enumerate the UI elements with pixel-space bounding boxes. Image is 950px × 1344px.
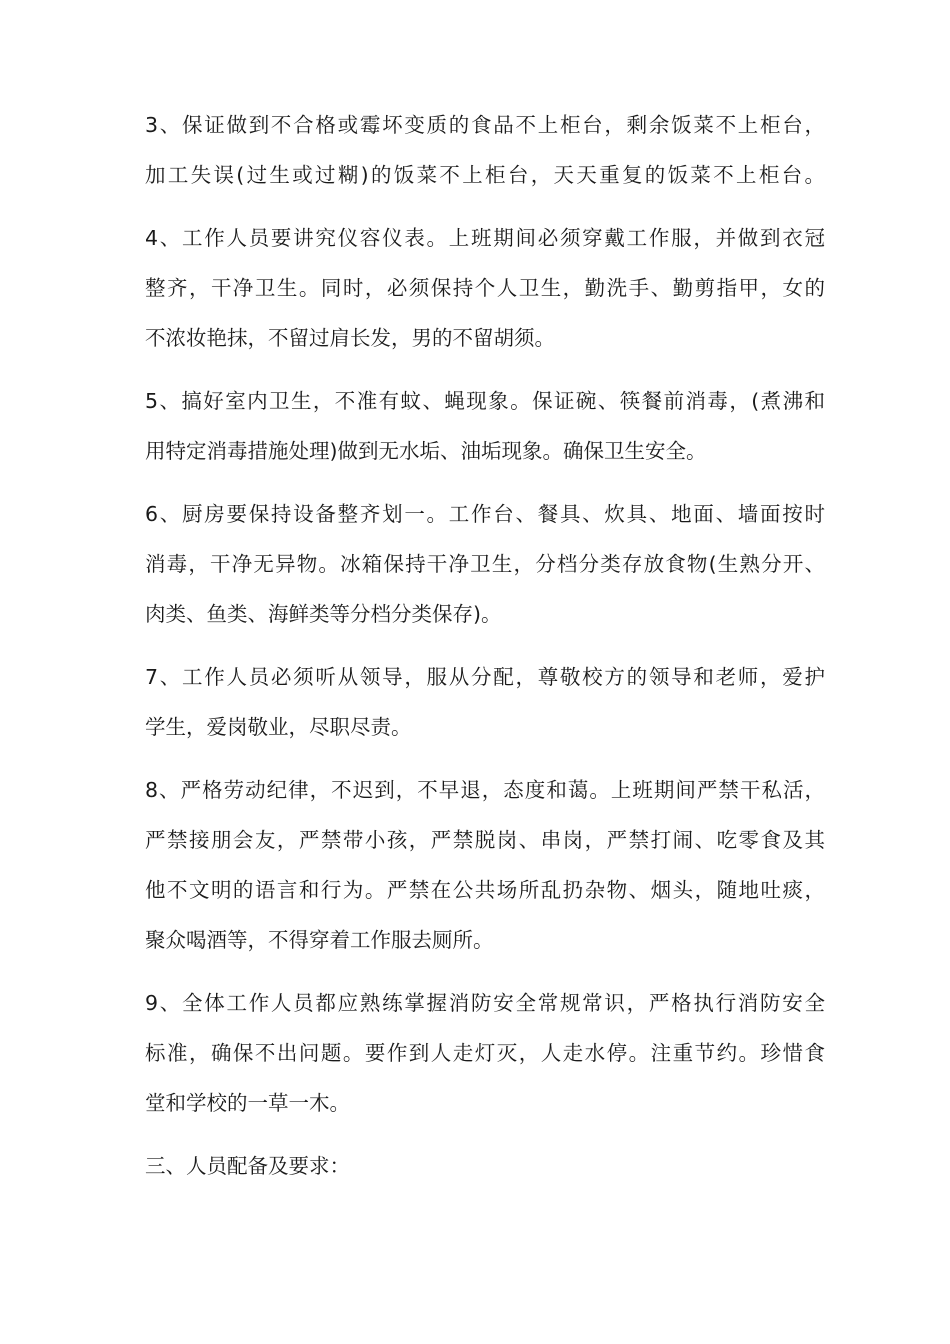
text-line: 6、厨房要保持设备整齐划一。工作台、餐具、炊具、地面、墙面按时 xyxy=(145,502,825,526)
text-line: 消毒，干净无异物。冰箱保持干净卫生，分档分类存放食物(生熟分开、 xyxy=(145,552,825,576)
text-line: 聚众喝酒等，不得穿着工作服去厕所。 xyxy=(145,928,494,952)
document-body xyxy=(145,100,825,1204)
section-heading xyxy=(145,1141,825,1191)
text-line: 不浓妆艳抹，不留过肩长发，男的不留胡须。 xyxy=(145,326,555,350)
text-line: 学生，爱岗敬业，尽职尽责。 xyxy=(145,715,412,739)
text-line: 标准，确保不出问题。要作到人走灯灭，人走水停。注重节约。珍惜食 xyxy=(145,1041,825,1065)
text-line: 4、工作人员要讲究仪容仪表。上班期间必须穿戴工作服，并做到衣冠 xyxy=(145,226,825,250)
text-line: 3、保证做到不合格或霉坏变质的食品不上柜台，剩余饭菜不上柜台， xyxy=(145,113,825,137)
text-line: 肉类、鱼类、海鲜类等分档分类保存)。 xyxy=(145,602,502,626)
text-line: 8、严格劳动纪律，不迟到，不早退，态度和蔼。上班期间严禁干私活， xyxy=(145,778,825,802)
heading-text: 三、人员配备及要求： xyxy=(145,1154,350,1178)
paragraph-item-8 xyxy=(145,765,825,965)
text-line: 用特定消毒措施处理)做到无水垢、油垢现象。确保卫生安全。 xyxy=(145,439,707,463)
text-line: 9、全体工作人员都应熟练掌握消防安全常规常识，严格执行消防安全 xyxy=(145,991,825,1015)
text-line: 堂和学校的一草一木。 xyxy=(145,1091,350,1115)
text-line: 加工失误(过生或过糊)的饭菜不上柜台，天天重复的饭菜不上柜台。 xyxy=(145,163,825,187)
text-line: 5、搞好室内卫生，不准有蚊、蝇现象。保证碗、筷餐前消毒，(煮沸和 xyxy=(145,389,825,413)
text-line: 他不文明的语言和行为。严禁在公共场所乱扔杂物、烟头，随地吐痰， xyxy=(145,878,825,902)
text-line: 整齐，干净卫生。同时，必须保持个人卫生，勤洗手、勤剪指甲，女的 xyxy=(145,276,825,300)
text-line: 严禁接朋会友，严禁带小孩，严禁脱岗、串岗，严禁打闹、吃零食及其 xyxy=(145,828,825,852)
paragraph-item-3 xyxy=(145,100,825,200)
paragraph-item-5 xyxy=(145,376,825,476)
paragraph-item-6 xyxy=(145,489,825,639)
text-line: 7、工作人员必须听从领导，服从分配，尊敬校方的领导和老师，爱护 xyxy=(145,665,825,689)
paragraph-item-7 xyxy=(145,652,825,752)
paragraph-item-4 xyxy=(145,213,825,363)
paragraph-item-9 xyxy=(145,978,825,1128)
